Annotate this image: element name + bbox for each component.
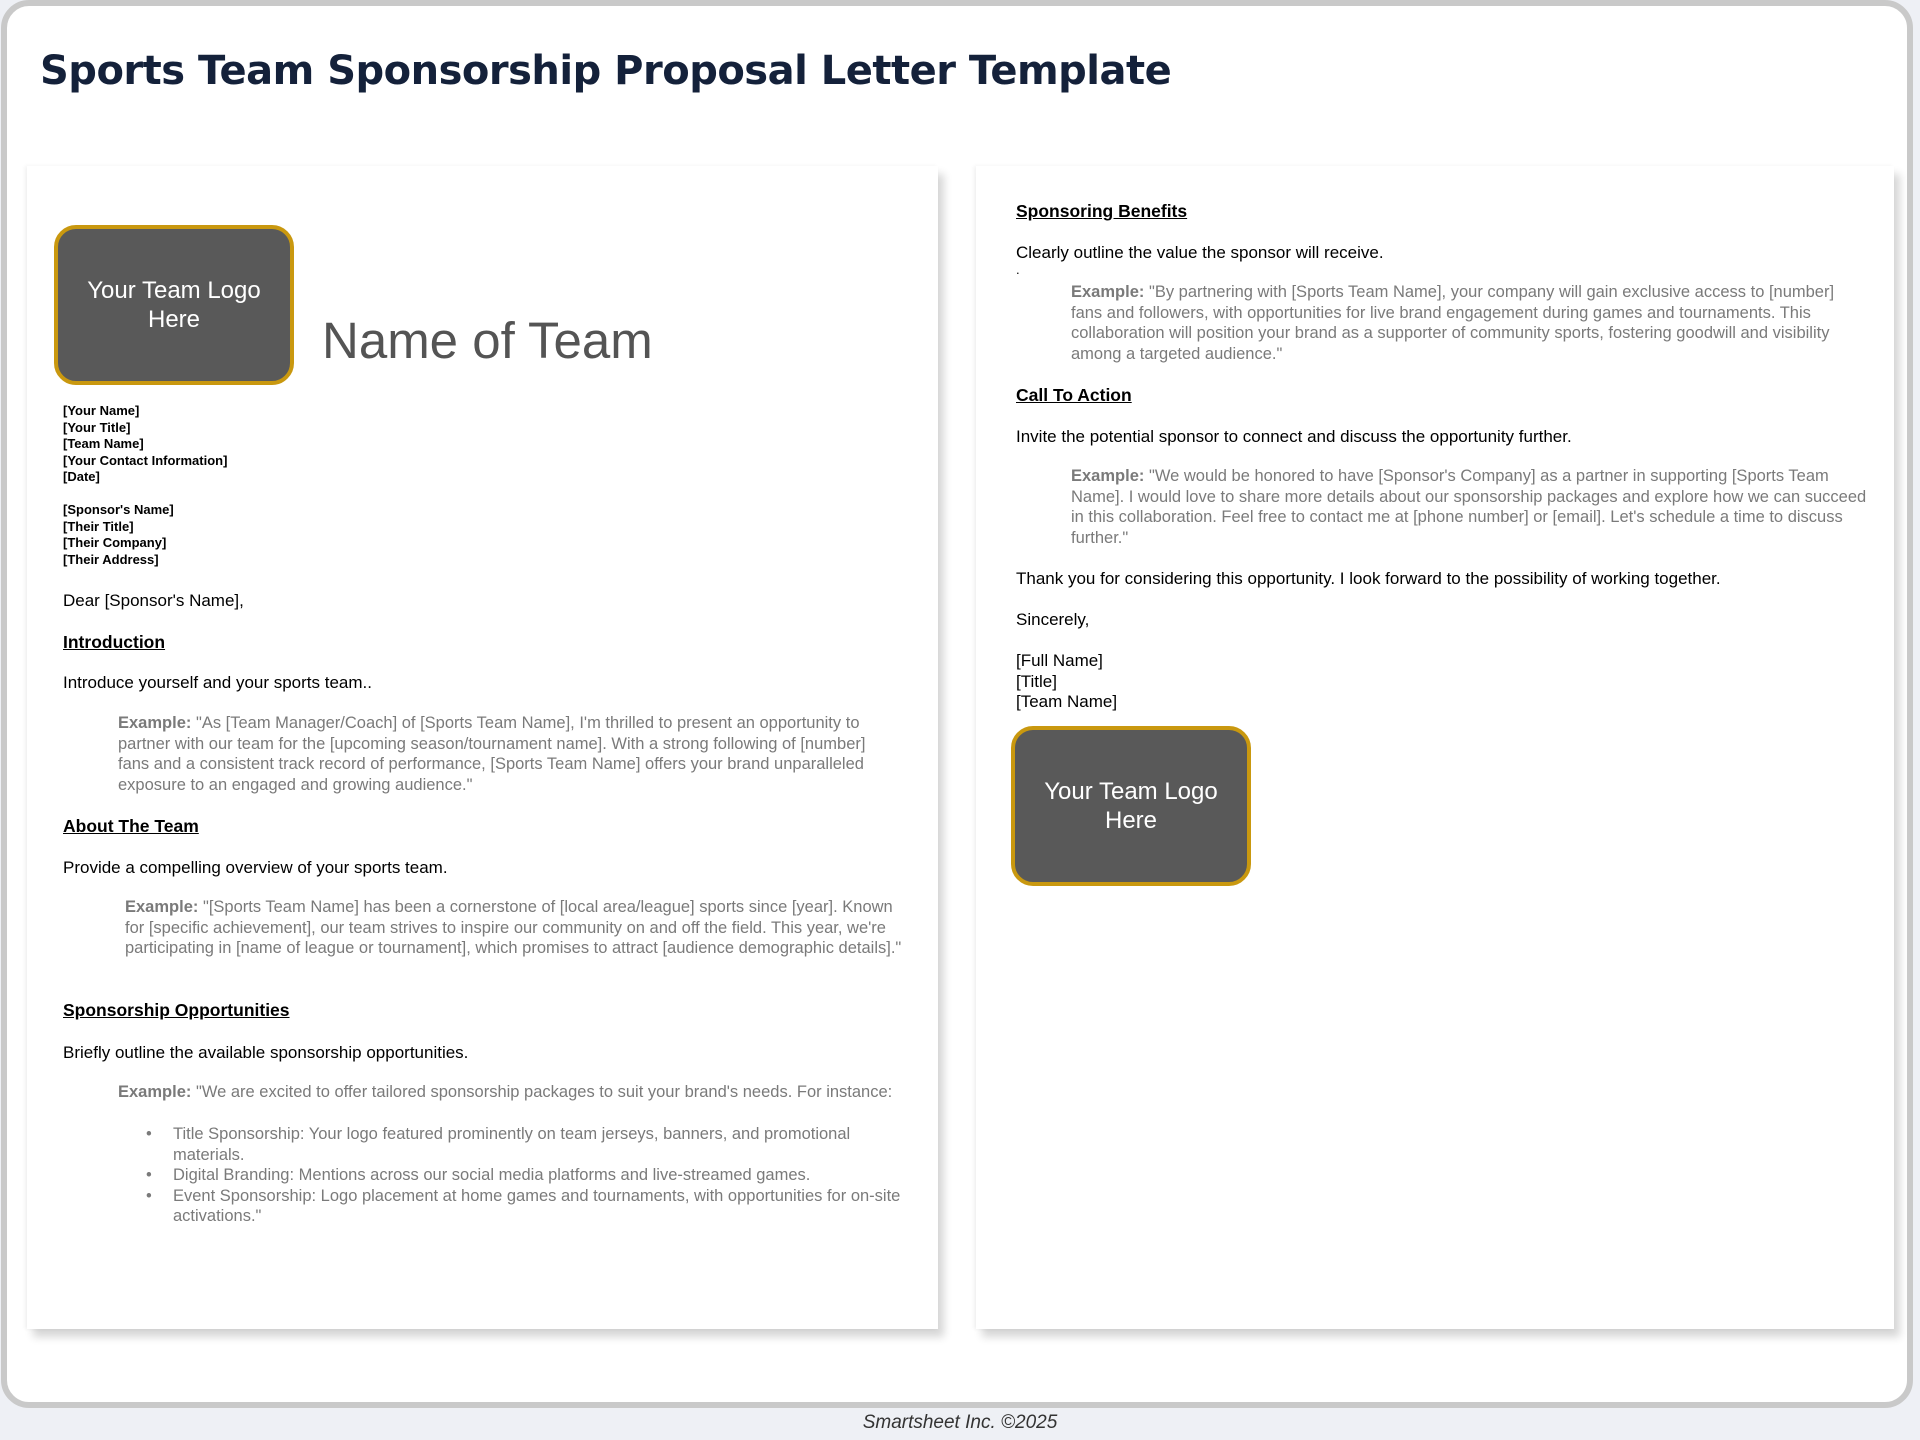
- salutation: Dear [Sponsor's Name],: [63, 591, 244, 610]
- recipient-title: [Their Title]: [63, 518, 134, 534]
- example-label: Example:: [118, 1083, 192, 1101]
- introduction-body: Introduce yourself and your sports team..: [63, 673, 372, 692]
- recipient-address: [Their Address]: [63, 551, 159, 567]
- sign-off: Sincerely,: [1016, 610, 1090, 629]
- sender-name: [Your Name]: [63, 403, 140, 418]
- list-item: • Title Sponsorship: Your logo featured prominently on team jerseys, banners, and promotional materials.: [173, 1124, 913, 1165]
- about-team-example: [125, 897, 915, 959]
- sender-team: [Team Name]: [63, 436, 144, 452]
- team-logo-placeholder: [1011, 726, 1251, 886]
- call-to-action-example: [1071, 466, 1881, 548]
- call-to-action-body: Invite the potential sponsor to connect and discuss the opportunity further.: [1016, 427, 1572, 446]
- footer-copyright: Smartsheet Inc. ©2025: [862, 1412, 1058, 1433]
- example-text: "We would be honored to have [Sponsor's Company] as a partner in supporting [Sports Team Name]. I would love to share more details about our sponsorship packages and explore how we can succeed in this collaboration. Feel free to contact me at [phone number] or [email]. Let's schedule a time to discuss further.": [1071, 467, 1867, 547]
- opportunities-example: [118, 1082, 898, 1103]
- example-text: "As [Team Manager/Coach] of [Sports Team Name], I'm thrilled to present an opportunity to partner with our team for the [upcoming season/tournament name]. With a strong following of [number] fans and a consistent track record of performance, [Sports Team Name] offers your brand unparalleled exposure to an engaged and growing audience.": [118, 714, 866, 794]
- example-text: "We are excited to offer tailored sponsorship packages to suit your brand's needs. For instance:: [195, 1083, 893, 1101]
- sender-info: [63, 403, 227, 486]
- call-to-action-heading: Call To Action: [1016, 385, 1132, 405]
- list-item: • Digital Branding: Mentions across our social media platforms and live-streamed games.: [173, 1165, 913, 1186]
- signature-team-name: [Team Name]: [1016, 692, 1118, 711]
- example-text: "[Sports Team Name] has been a cornerstone of [local area/league] sports since [year]. Known for [specific achievement], our team strives to inspire our community on and off the field. This year, we're participating in [name of league or tournament], which promises to attract [audience demographic details].": [125, 898, 902, 957]
- opportunities-list: [118, 1124, 913, 1227]
- about-team-body: Provide a compelling overview of your sports team.: [63, 858, 448, 877]
- logo-text: Your Team Logo Here: [87, 277, 261, 333]
- example-label: Example:: [1071, 467, 1145, 485]
- sender-date: [Date]: [63, 469, 100, 485]
- benefits-dot: .: [1016, 262, 1020, 277]
- signature-full-name: [Full Name]: [1016, 651, 1103, 670]
- recipient-info: [63, 502, 174, 568]
- recipient-company: [Their Company]: [63, 535, 167, 551]
- closing-thanks: Thank you for considering this opportunity. I look forward to the possibility of working together.: [1016, 569, 1721, 588]
- sender-contact: [Your Contact Information]: [63, 452, 228, 468]
- benefits-example: [1071, 282, 1861, 364]
- letter-page-2: [976, 166, 1894, 1329]
- example-label: Example:: [125, 898, 199, 916]
- opportunities-heading: Sponsorship Opportunities: [63, 1000, 290, 1020]
- benefits-body: Clearly outline the value the sponsor will receive.: [1016, 243, 1384, 262]
- signature-title: [Title]: [1016, 671, 1057, 691]
- about-team-heading: About The Team: [63, 816, 199, 836]
- signature-block: [1016, 651, 1117, 713]
- introduction-heading: Introduction: [63, 632, 166, 652]
- team-name: Name of Team: [322, 312, 653, 369]
- sender-title: [Your Title]: [63, 419, 131, 435]
- list-item: • Event Sponsorship: Logo placement at home games and tournaments, with opportunities for on-site activations.": [173, 1186, 913, 1227]
- document-title: Sports Team Sponsorship Proposal Letter Template: [40, 48, 1172, 94]
- example-label: Example:: [1071, 283, 1145, 301]
- team-logo-placeholder: [54, 225, 294, 385]
- introduction-example: [118, 713, 892, 795]
- opportunities-body: Briefly outline the available sponsorship opportunities.: [63, 1043, 469, 1062]
- example-text: "By partnering with [Sports Team Name], your company will gain exclusive access to [number] fans and followers, with opportunities for live brand engagement during games and tournaments. This collaboration will position your brand as a supporter of community sports, fostering goodwill and visibility among a targeted audience.": [1071, 283, 1835, 363]
- example-label: Example:: [118, 714, 192, 732]
- letter-page-1: [27, 166, 938, 1329]
- recipient-name: [Sponsor's Name]: [63, 502, 174, 517]
- document-frame: [1, 0, 1913, 1408]
- logo-text: Your Team Logo Here: [1044, 778, 1218, 834]
- benefits-heading: Sponsoring Benefits: [1016, 201, 1188, 221]
